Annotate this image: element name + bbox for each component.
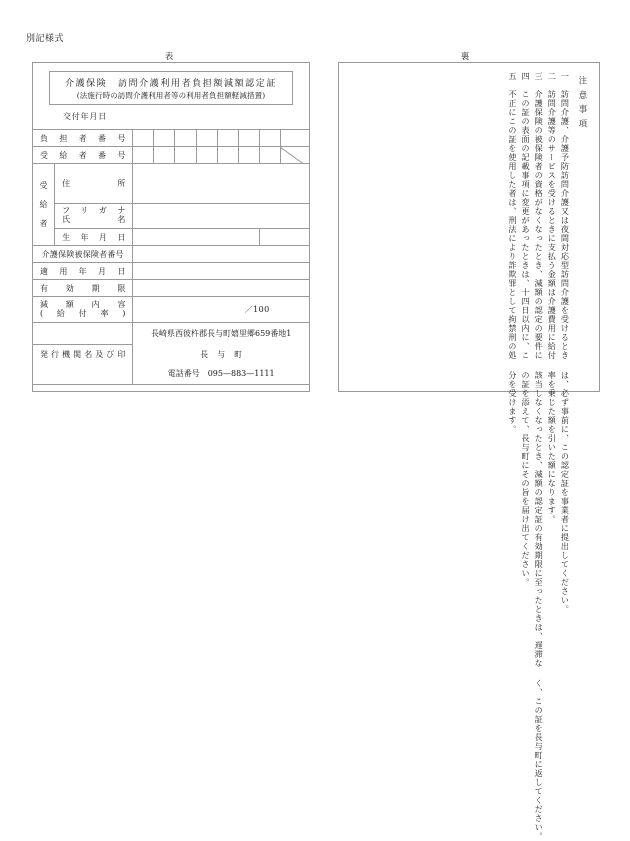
front-certificate-panel xyxy=(32,62,310,392)
table-row xyxy=(33,323,310,345)
table-row xyxy=(33,204,310,229)
recipient-spine-label xyxy=(33,164,55,246)
birth-date-value[interactable] xyxy=(133,229,259,246)
address-value[interactable] xyxy=(133,164,310,204)
apply-date-value[interactable] xyxy=(133,263,310,280)
recipient-number-cell[interactable] xyxy=(154,147,175,164)
reduction-content-label xyxy=(33,297,133,323)
recipient-spine-char: 者 xyxy=(39,219,48,229)
back-side-caption: 裏 xyxy=(460,52,470,62)
address-label: 住所 xyxy=(55,164,133,204)
issuer-phone: 電話番号 095—883—1111 xyxy=(133,365,310,385)
certificate-fields-table xyxy=(32,129,310,385)
certificate-subtitle: (法施行時の訪問介護利用者等の利用者負担額軽減措置) xyxy=(76,90,266,100)
notice-item-3: 三 介護保険の被保険者の資格がなくなったとき、減額の認定の要件に 該当しなくなったとき、減額の認定証の有効期限に至ったときは、遅滞な く、この証を長与町に返してください。 xyxy=(534,72,545,841)
issuer-label: 発行機関名及び印 xyxy=(33,345,133,365)
apply-date-label: 適用年月日 xyxy=(33,263,133,280)
recipient-number-cell[interactable] xyxy=(196,147,217,164)
table-row xyxy=(33,280,310,297)
recipient-number-cell[interactable] xyxy=(175,147,196,164)
name-label-text: 氏名 xyxy=(62,215,126,224)
recipient-number-cell[interactable] xyxy=(133,147,154,164)
insured-number-value[interactable] xyxy=(133,246,310,263)
notice-columns-container xyxy=(349,72,589,841)
recipient-number-cell[interactable] xyxy=(259,147,280,164)
payer-number-cell[interactable] xyxy=(238,130,259,147)
table-row xyxy=(33,365,310,385)
form-type-label: 別記様式 xyxy=(26,34,65,44)
payer-number-cell[interactable] xyxy=(175,130,196,147)
payer-number-cell[interactable] xyxy=(217,130,238,147)
reduction-content-text: 減額内容 xyxy=(40,299,126,309)
payer-number-label: 負担者番号 xyxy=(33,130,133,147)
recipient-spine-char: 受 xyxy=(39,180,48,190)
benefit-rate-text: (給付率) xyxy=(40,308,126,318)
payer-number-cell[interactable] xyxy=(196,130,217,147)
table-row xyxy=(33,263,310,280)
table-row xyxy=(33,345,310,365)
valid-period-value[interactable] xyxy=(133,280,310,297)
notice-item-2: 二 訪問介護等のサービスを受けるときに支払う金額は介護費用に給付 率を乗じた額を引いた額になります。 xyxy=(547,72,558,524)
insured-number-label: 介護保険被保険者番号 xyxy=(33,246,133,263)
table-row xyxy=(33,229,310,246)
recipient-number-label: 受給者番号 xyxy=(33,147,133,164)
notice-item-1: 一 訪問介護、介護予防訪問介護又は夜間対応型訪問介護を受けるとき は、必ず事前に、この認定証を事業者に提出してください。 xyxy=(560,72,571,614)
table-row xyxy=(33,246,310,263)
issuer-label-filler xyxy=(33,365,133,385)
table-row xyxy=(33,147,310,164)
certificate-title: 介護保険 訪問介護利用者負担額減額認定証 xyxy=(64,78,277,89)
back-notice-panel xyxy=(338,62,600,841)
table-row xyxy=(33,130,310,147)
name-label xyxy=(55,204,133,229)
recipient-number-cell[interactable] xyxy=(217,147,238,164)
notice-heading: 注意事項 xyxy=(578,76,588,134)
notice-item-5: 五 不正にこの証を使用した者は、刑法により詐欺罪として拘禁刑の処 分を受けます。 xyxy=(507,72,518,434)
recipient-spine-char: 給 xyxy=(39,199,48,209)
issuer-label-blank xyxy=(33,323,133,345)
recipient-number-cell[interactable] xyxy=(238,147,259,164)
table-row xyxy=(33,297,310,323)
issuer-town: 長与町 xyxy=(133,345,310,365)
payer-number-cell[interactable] xyxy=(133,130,154,147)
name-value[interactable] xyxy=(133,204,310,229)
payer-number-cell[interactable] xyxy=(259,130,280,147)
birth-date-extra[interactable] xyxy=(259,229,309,246)
issue-date-label: 交付年月日 xyxy=(63,112,107,121)
issuer-address: 長崎県西彼杵郡長与町嬉里郷659番地1 xyxy=(133,323,310,345)
benefit-rate-denominator: ／100 xyxy=(244,305,270,314)
benefit-rate-value-cell[interactable] xyxy=(133,297,310,323)
birth-date-label: 生年月日 xyxy=(55,229,133,246)
table-row xyxy=(33,164,310,204)
front-side-caption: 表 xyxy=(164,52,174,62)
valid-period-label: 有効期限 xyxy=(33,280,133,297)
furigana-label: フリガナ xyxy=(62,206,126,216)
notice-item-4: 四 この証の表面の記載事項に変更があったときは、十四日以内に、こ の証を添えて、長与町にその旨を届け出てください。 xyxy=(521,72,532,587)
payer-number-cell[interactable] xyxy=(280,130,309,147)
certificate-title-box xyxy=(49,71,293,105)
recipient-number-cell-void[interactable] xyxy=(280,147,309,164)
payer-number-cell[interactable] xyxy=(154,130,175,147)
